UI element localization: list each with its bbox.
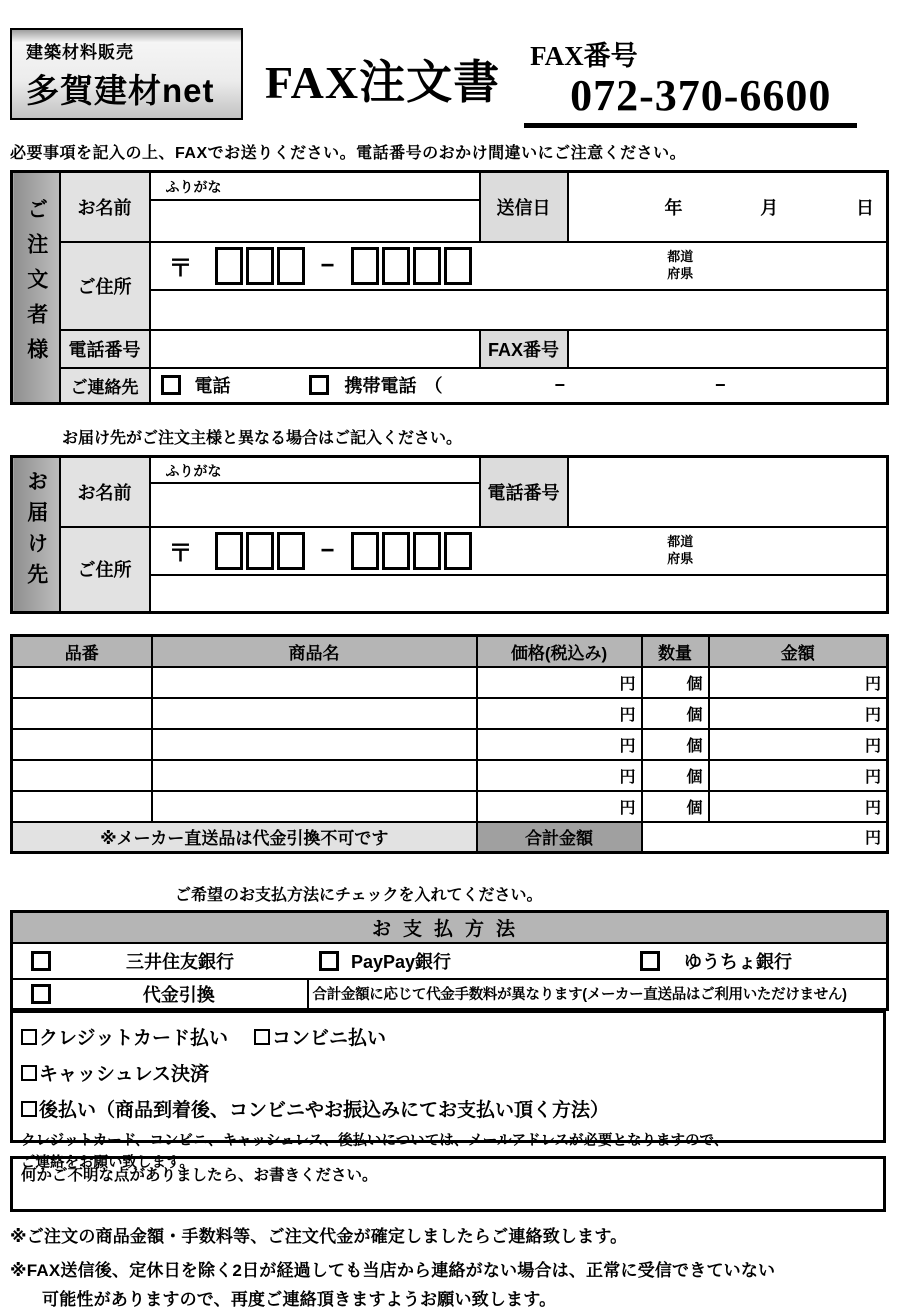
product-name-field[interactable] bbox=[152, 698, 477, 729]
postal-digit-box[interactable] bbox=[246, 532, 274, 570]
maker-direct-note: ※メーカー直送品は代金引換不可です bbox=[12, 822, 477, 853]
postal-digit-box[interactable] bbox=[277, 247, 305, 285]
option-credit-card: クレジットカード払い bbox=[21, 1023, 228, 1050]
email-required-note: クレジットカード、コンビニ、キャッシュレス、後払いについては、メールアドレスが必要となりますので、 ご連絡をお願い致します。 bbox=[21, 1133, 729, 1171]
quantity-field[interactable]: 個 bbox=[642, 760, 709, 791]
orderer-phone-label: 電話番号 bbox=[60, 330, 150, 368]
date-year-label: 年 bbox=[664, 197, 683, 218]
bank-paypay-label: PayPay銀行 bbox=[351, 951, 452, 972]
postal-digit-box[interactable] bbox=[444, 247, 472, 285]
remarks-box-label: 何かご不明な点がありましたら、お書きください。 bbox=[21, 1167, 378, 1185]
delivery-phone-field[interactable] bbox=[568, 457, 888, 527]
checkbox-cod[interactable] bbox=[31, 984, 51, 1004]
item-number-field[interactable] bbox=[12, 729, 152, 760]
orderer-fax-label: FAX番号 bbox=[480, 330, 568, 368]
postal-digit-box[interactable] bbox=[246, 247, 274, 285]
checkbox-convenience-store[interactable] bbox=[254, 1029, 270, 1045]
bank-option-yucho bbox=[634, 948, 886, 974]
item-row bbox=[12, 698, 888, 729]
postal-digit-box[interactable] bbox=[277, 532, 305, 570]
page-title: FAX注文書 bbox=[265, 57, 501, 108]
postal-dash: − bbox=[320, 251, 335, 279]
delivery-table bbox=[10, 455, 889, 614]
fax-number-label: FAX番号 bbox=[530, 41, 638, 71]
postal-digit-box[interactable] bbox=[351, 532, 379, 570]
footer-note-1: ※ご注文の商品金額・手数料等、ご注文代金が確定しましたらご連絡致します。 bbox=[10, 1227, 628, 1247]
logo-company-name: 多賀建材net bbox=[26, 72, 215, 109]
price-field[interactable]: 円 bbox=[477, 698, 642, 729]
orderer-address-field[interactable] bbox=[150, 290, 888, 330]
footer-note-3: 可能性がありますので、再度ご連絡頂きますようお願い致します。 bbox=[42, 1290, 557, 1310]
orderer-phone-field[interactable] bbox=[150, 330, 480, 368]
postal-mark: 〒 bbox=[168, 540, 193, 568]
option-cashless: キャッシュレス決済 bbox=[21, 1059, 209, 1086]
delivery-address-field[interactable] bbox=[150, 575, 888, 613]
quantity-field[interactable]: 個 bbox=[642, 729, 709, 760]
checkbox-bank-smbc[interactable] bbox=[31, 951, 51, 971]
remarks-box[interactable] bbox=[10, 1156, 886, 1212]
fax-number-value: 072-370-6600 bbox=[570, 71, 832, 120]
bank-smbc-label: 三井住友銀行 bbox=[126, 951, 234, 972]
product-name-field[interactable] bbox=[152, 729, 477, 760]
delivery-postal-row bbox=[150, 527, 888, 575]
option-convenience-store: コンビニ払い bbox=[254, 1023, 386, 1050]
cod-option bbox=[12, 979, 308, 1010]
cod-label: 代金引換 bbox=[142, 984, 215, 1005]
contact-phone-label: 電話 bbox=[194, 376, 231, 397]
total-amount-field[interactable]: 円 bbox=[642, 822, 888, 853]
prefecture-label: 都道 府県 bbox=[667, 249, 694, 281]
postal-digit-box[interactable] bbox=[215, 532, 243, 570]
delivery-furigana-field[interactable]: ふりがな bbox=[150, 457, 480, 483]
form-instruction: 必要事項を記入の上、FAXでお送りください。電話番号のおかけ間違いにご注意ください。 bbox=[10, 145, 687, 163]
postal-digit-box[interactable] bbox=[382, 532, 410, 570]
product-name-field[interactable] bbox=[152, 667, 477, 698]
orderer-table bbox=[10, 170, 889, 405]
postal-mark: 〒 bbox=[168, 255, 193, 283]
company-logo bbox=[10, 28, 243, 120]
item-number-field[interactable] bbox=[12, 760, 152, 791]
orderer-name-label: お名前 bbox=[60, 172, 150, 242]
delivery-name-field[interactable] bbox=[150, 483, 480, 527]
cod-fee-note: 合計金額に応じて代金手数料が異なります(メーカー直送品はご利用いただけません) bbox=[308, 979, 888, 1010]
price-field[interactable]: 円 bbox=[477, 760, 642, 791]
item-row bbox=[12, 729, 888, 760]
postal-digit-box[interactable] bbox=[413, 532, 441, 570]
checkbox-cashless[interactable] bbox=[21, 1065, 37, 1081]
orderer-group-label: ご注文者様 bbox=[24, 197, 48, 373]
item-number-field[interactable] bbox=[12, 791, 152, 822]
price-field[interactable]: 円 bbox=[477, 791, 642, 822]
orderer-name-field[interactable] bbox=[150, 200, 480, 242]
amount-field[interactable]: 円 bbox=[709, 698, 888, 729]
postal-digit-box[interactable] bbox=[444, 532, 472, 570]
payment-table bbox=[10, 910, 889, 1011]
orderer-postal-row bbox=[150, 242, 888, 290]
postal-digit-box[interactable] bbox=[215, 247, 243, 285]
checkbox-bank-paypay[interactable] bbox=[319, 951, 339, 971]
delivery-group-label: お届け先 bbox=[24, 470, 48, 595]
bank-yucho-label: ゆうちょ銀行 bbox=[684, 951, 792, 972]
orderer-address-label: ご住所 bbox=[60, 242, 150, 330]
amount-field[interactable]: 円 bbox=[709, 729, 888, 760]
bank-option-smbc bbox=[13, 948, 309, 974]
send-date-label: 送信日 bbox=[480, 172, 568, 242]
option-deferred-payment: 後払い（商品到着後、コンビニやお振込みにてお支払い頂く方法） bbox=[21, 1095, 609, 1122]
delivery-note: お届け先がご注文主様と異なる場合はご記入ください。 bbox=[62, 430, 463, 448]
contact-dash-1: − bbox=[554, 374, 566, 395]
item-row bbox=[12, 791, 888, 822]
item-row bbox=[12, 667, 888, 698]
delivery-address-label: ご住所 bbox=[60, 527, 150, 613]
quantity-field[interactable]: 個 bbox=[642, 791, 709, 822]
price-field[interactable]: 円 bbox=[477, 667, 642, 698]
bank-options-row bbox=[12, 943, 888, 979]
header bbox=[10, 0, 886, 128]
date-day-label: 日 bbox=[856, 197, 874, 218]
orderer-group-header bbox=[12, 172, 60, 404]
product-name-field[interactable] bbox=[152, 791, 477, 822]
product-name-field[interactable] bbox=[152, 760, 477, 791]
checkbox-deferred-payment[interactable] bbox=[21, 1101, 37, 1117]
checkbox-contact-mobile[interactable] bbox=[309, 375, 329, 395]
orderer-fax-field[interactable] bbox=[568, 330, 888, 368]
price-field[interactable]: 円 bbox=[477, 729, 642, 760]
send-date-field[interactable] bbox=[568, 172, 888, 242]
amount-field[interactable]: 円 bbox=[709, 791, 888, 822]
col-header-quantity: 数量 bbox=[642, 636, 709, 667]
col-header-amount: 金額 bbox=[709, 636, 888, 667]
amount-field[interactable]: 円 bbox=[709, 667, 888, 698]
prefecture-label: 都道 府県 bbox=[667, 534, 694, 566]
delivery-phone-label: 電話番号 bbox=[480, 457, 568, 527]
other-payment-options bbox=[10, 1011, 886, 1171]
checkbox-contact-phone[interactable] bbox=[161, 375, 181, 395]
items-footer-row bbox=[12, 822, 888, 853]
contact-paren: （ bbox=[424, 376, 443, 397]
quantity-field[interactable]: 個 bbox=[642, 698, 709, 729]
logo-tagline: 建築材料販売 bbox=[26, 43, 134, 62]
contact-mobile-label: 携帯電話 bbox=[344, 376, 417, 397]
amount-field[interactable]: 円 bbox=[709, 760, 888, 791]
contact-pref-label: ご連絡先 bbox=[60, 368, 150, 404]
payment-section-title: お支払方法 bbox=[12, 912, 888, 943]
fax-number-block bbox=[524, 34, 857, 128]
col-header-product-name: 商品名 bbox=[152, 636, 477, 667]
col-header-item-number: 品番 bbox=[12, 636, 152, 667]
postal-digit-box[interactable] bbox=[382, 247, 410, 285]
postal-dash: − bbox=[320, 536, 335, 564]
col-header-price: 価格(税込み) bbox=[477, 636, 642, 667]
contact-pref-field bbox=[150, 368, 888, 404]
total-label: 合計金額 bbox=[477, 822, 642, 853]
items-table bbox=[10, 634, 889, 854]
payment-instruction: ご希望のお支払方法にチェックを入れてください。 bbox=[175, 887, 543, 905]
bank-option-paypay bbox=[309, 948, 634, 974]
delivery-group-header bbox=[12, 457, 60, 613]
item-row bbox=[12, 760, 888, 791]
footer-note-2: ※FAX送信後、定休日を除く2日が経過しても当店から連絡がない場合は、正常に受信できていない bbox=[10, 1261, 776, 1281]
orderer-furigana-field[interactable]: ふりがな bbox=[150, 172, 480, 200]
contact-dash-2: − bbox=[715, 374, 726, 395]
checkbox-credit-card[interactable] bbox=[21, 1029, 37, 1045]
delivery-name-label: お名前 bbox=[60, 457, 150, 527]
postal-digit-box[interactable] bbox=[351, 247, 379, 285]
items-header-row bbox=[12, 636, 888, 667]
quantity-field[interactable]: 個 bbox=[642, 667, 709, 698]
checkbox-bank-yucho[interactable] bbox=[640, 951, 660, 971]
date-month-label: 月 bbox=[760, 197, 779, 218]
item-number-field[interactable] bbox=[12, 698, 152, 729]
item-number-field[interactable] bbox=[12, 667, 152, 698]
postal-digit-box[interactable] bbox=[413, 247, 441, 285]
